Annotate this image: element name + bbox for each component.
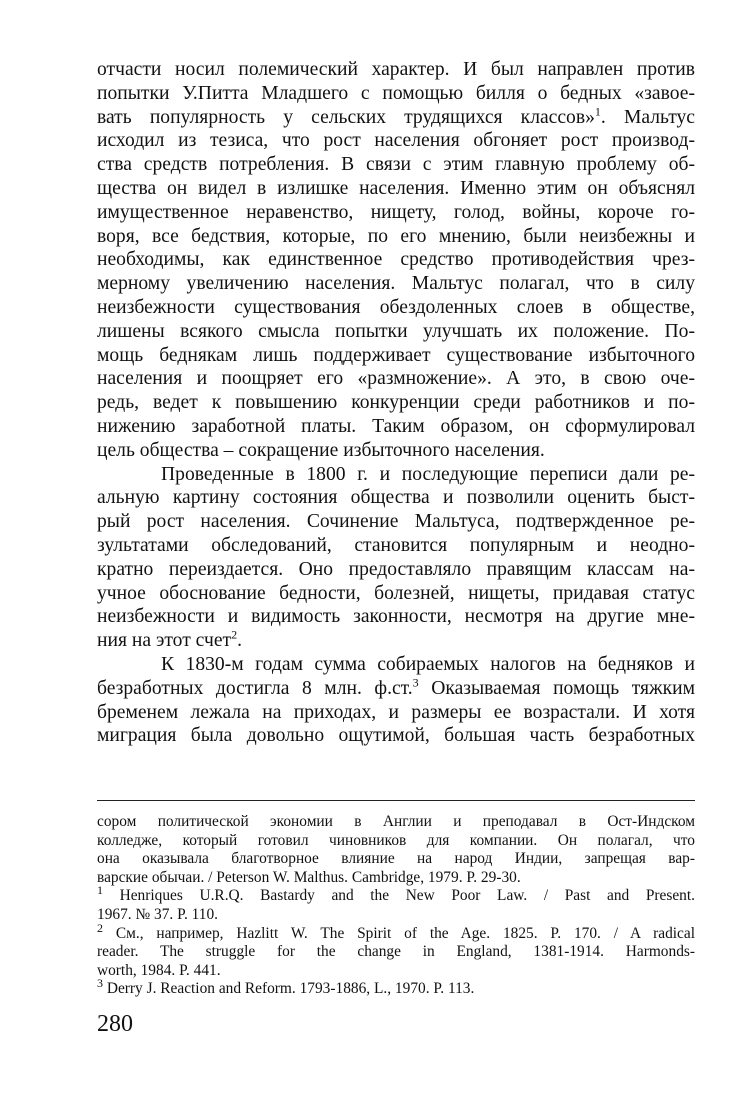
text-segment: Оказываемая помощь тяжким xyxy=(418,677,695,699)
text-line: необходимы, как единственное средство противодействия чрез- xyxy=(97,249,695,271)
text-segment: вать популярность у сельских трудящихся классов» xyxy=(97,106,595,128)
footnote-3 xyxy=(97,976,695,999)
text-line: мерному увеличению населения. Мальтус полагал, что в силу xyxy=(97,273,695,295)
text-line xyxy=(97,677,695,701)
footnotes xyxy=(97,813,695,999)
footnote-ref-1[interactable]: 1 xyxy=(594,104,601,119)
text-line: кратно переиздается. Оно предоставляло правящим классам на- xyxy=(97,558,695,580)
text-line: отчасти носил полемический характер. И был направлен против xyxy=(97,59,695,80)
footnote-ref-2[interactable]: 2 xyxy=(231,627,238,642)
text-segment: ния на этот счет xyxy=(97,630,232,652)
footnote-continuation-line: колледже, который готовил чиновников для компании. Он полагал, что xyxy=(97,831,695,849)
text-line xyxy=(97,629,695,653)
text-line: нижению заработной платы. Таким образом, он сформулировал xyxy=(97,415,695,437)
text-line: попытки У.Питта Младшего с помощью билля о бедных «завое- xyxy=(97,82,695,104)
footnote-line: reader. The struggle for the change in England, 1381-1914. Harmonds- xyxy=(97,943,695,961)
main-text xyxy=(97,58,695,748)
text-line: цель общества – сокращение избыточного населения. xyxy=(97,439,545,461)
text-line: ства средств потребления. В связи с этим главную проблему об- xyxy=(97,154,695,176)
text-segment: . xyxy=(237,630,243,652)
text-line: редь, ведет к повышению конкуренции среди работников и по- xyxy=(97,392,695,414)
paragraph-3 xyxy=(97,653,695,748)
footnote-ref-3[interactable]: 3 xyxy=(412,675,419,690)
footnote-text: См., например, Hazlitt W. The Spirit of the Age. 1825. P. 170. / A radical xyxy=(103,924,695,942)
footnote-divider xyxy=(97,800,695,801)
footnote-continuation-line: варские обычаи. / Peterson W. Malthus. Cambridge, 1979. P. 29-30. xyxy=(97,868,521,886)
text-line: воря, все бедствия, которые, по его мнению, были неизбежны и xyxy=(97,225,695,247)
footnote-2 xyxy=(97,920,695,944)
text-line: Проведенные в 1800 г. и последующие переписи дали ре- xyxy=(161,463,695,485)
footnote-line: worth, 1984. P. 441. xyxy=(97,961,221,979)
paragraph-2 xyxy=(97,463,695,653)
page-number: 280 xyxy=(97,1011,133,1037)
footnote-continuation-line: сором политической экономии в Англии и преподавал в Ост-Индском xyxy=(97,813,695,830)
text-line: мощь беднякам лишь поддерживает существование избыточного xyxy=(97,344,695,366)
footnote-continuation-line: она оказывала благотворное влияние на народ Индии, запрещая вар- xyxy=(97,850,695,868)
text-line: населения и поощряет его «размножение». А это, в свою оче- xyxy=(97,368,695,390)
text-segment: . Мальтус xyxy=(600,106,695,128)
text-line: К 1830-м годам сумма собираемых налогов на бедняков и xyxy=(161,653,695,675)
text-line: имущественное неравенство, нищету, голод, войны, короче го- xyxy=(97,201,695,223)
text-line: учное обоснование бедности, болезней, нищеты, придавая статус xyxy=(97,582,695,604)
footnote-1 xyxy=(97,883,695,906)
text-segment: безработных достигла 8 млн. ф.ст. xyxy=(97,677,413,699)
text-line: рый рост населения. Сочинение Мальтуса, подтвержденное ре- xyxy=(97,511,695,533)
footnote-text: Henriques U.R.Q. Bastardy and the New Poor Law. / Past and Present. xyxy=(103,887,695,905)
footnote-mark: 2 xyxy=(97,920,103,935)
footnote-text: Derry J. Reaction and Reform. 1793-1886, L., 1970. P. 113. xyxy=(103,980,475,998)
paragraph-1 xyxy=(97,58,695,463)
text-line: миграция была довольно ощутимой, большая часть безработных xyxy=(97,725,695,747)
text-line: лишены всякого смысла попытки улучшать их положение. По- xyxy=(97,320,695,342)
text-line: зультатами обследований, становится популярным и неодно- xyxy=(97,534,695,556)
text-line: бременем лежала на приходах, и размеры ее возрастали. И хотя xyxy=(97,701,695,723)
text-line: неизбежности существования обездоленных слоев в обществе, xyxy=(97,296,695,318)
text-line: альную картину состояния общества и позволили оценить быст- xyxy=(97,487,695,509)
footnote-line: 1967. № 37. P. 110. xyxy=(97,905,219,923)
text-line: щества он видел в излишке населения. Именно этим он объяснял xyxy=(97,177,695,199)
text-line: исходил из тезиса, что рост населения обгоняет рост производ- xyxy=(97,130,695,152)
text-line: неизбежности и видимость законности, несмотря на другие мне- xyxy=(97,606,695,628)
footnote-mark: 1 xyxy=(97,883,103,898)
text-line xyxy=(97,106,695,130)
footnote-mark: 3 xyxy=(97,976,103,991)
